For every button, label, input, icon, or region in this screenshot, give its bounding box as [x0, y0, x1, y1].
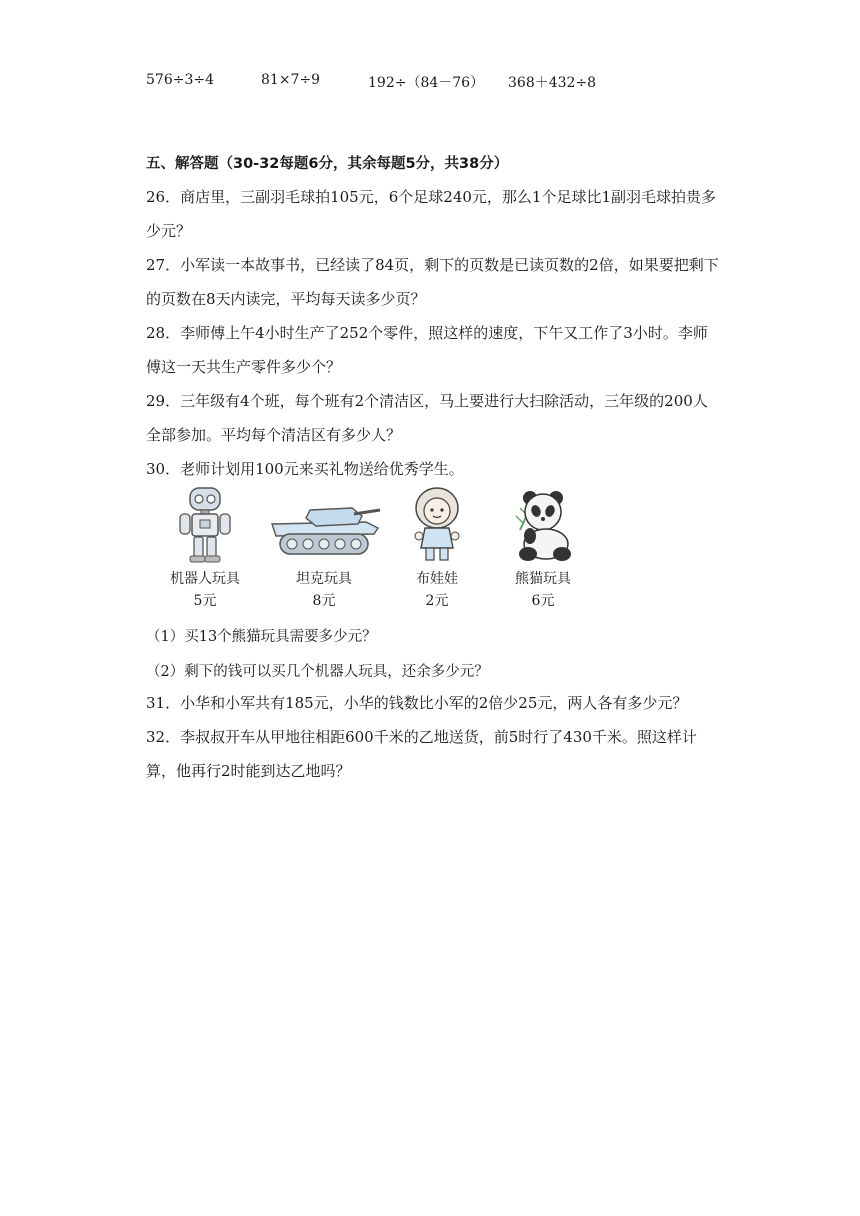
tank-icon: [266, 498, 382, 562]
expression: 576÷3÷4: [146, 72, 214, 88]
question-number: 32．: [146, 728, 181, 746]
question-text: 李叔叔开车从甲地往相距600千米的乙地送货，前5时行了430千米。照这样计算，他再行2时能到达乙地吗？: [146, 728, 697, 780]
expression: 81×7÷9: [261, 72, 321, 88]
question-number: 26．: [146, 188, 181, 206]
toy-price-list: [160, 484, 600, 614]
question-number: 30．: [146, 460, 181, 478]
doll-icon: [407, 484, 467, 564]
question-29: [146, 384, 720, 452]
question-30: [146, 452, 720, 486]
question-text: 李师傅上午4小时生产了252个零件，照这样的速度，下午又工作了3小时。李师傅这一天共生产零件多少个？: [146, 324, 708, 376]
toy-panda: [498, 484, 588, 614]
question-text: 商店里，三副羽毛球拍105元，6个足球240元，那么1个足球比1副羽毛球拍贵多少元？: [146, 188, 716, 240]
expression: 192÷（84－76）: [368, 75, 485, 91]
question-number: 29．: [146, 392, 181, 410]
question-text: 小军读一本故事书，已经读了84页，剩下的页数是已读页数的2倍，如果要把剩下的页数在8天内读完，平均每天读多少页？: [146, 256, 719, 308]
toy-name: 坦克玩具: [296, 571, 352, 587]
question-number: 31．: [146, 694, 181, 712]
expression: 368＋432÷8: [508, 75, 597, 91]
question-27: [146, 248, 720, 316]
question-text: 三年级有4个班，每个班有2个清洁区，马上要进行大扫除活动，三年级的200人全部参加。平均每个清洁区有多少人？: [146, 392, 708, 444]
toy-doll: [392, 484, 482, 614]
toy-name: 机器人玩具: [170, 571, 240, 587]
toy-price: 8元: [312, 593, 336, 609]
robot-icon: [170, 484, 240, 564]
question-28: [146, 316, 720, 384]
toy-price: 2元: [425, 593, 449, 609]
question-31: [146, 686, 720, 720]
toy-robot: [160, 484, 250, 614]
toy-tank: [264, 484, 384, 614]
panda-icon: [510, 484, 576, 564]
question-text: 老师计划用100元来买礼物送给优秀学生。: [180, 460, 464, 478]
sub-question-1: （1）买13个熊猫玩具需要多少元？: [146, 629, 377, 645]
toy-price: 5元: [193, 593, 217, 609]
toy-price: 6元: [531, 593, 555, 609]
question-text: 小华和小军共有185元，小华的钱数比小军的2倍少25元，两人各有多少元？: [180, 694, 688, 712]
sub-question-2: （2）剩下的钱可以买几个机器人玩具，还余多少元？: [146, 664, 489, 680]
question-26: [146, 180, 720, 248]
question-32: [146, 720, 720, 788]
toy-name: 熊猫玩具: [515, 571, 571, 587]
section-title: 五、解答题（30-32每题6分，其余每题5分，共38分）: [146, 156, 509, 172]
question-number: 27．: [146, 256, 181, 274]
question-number: 28．: [146, 324, 181, 342]
toy-name: 布娃娃: [416, 571, 458, 587]
